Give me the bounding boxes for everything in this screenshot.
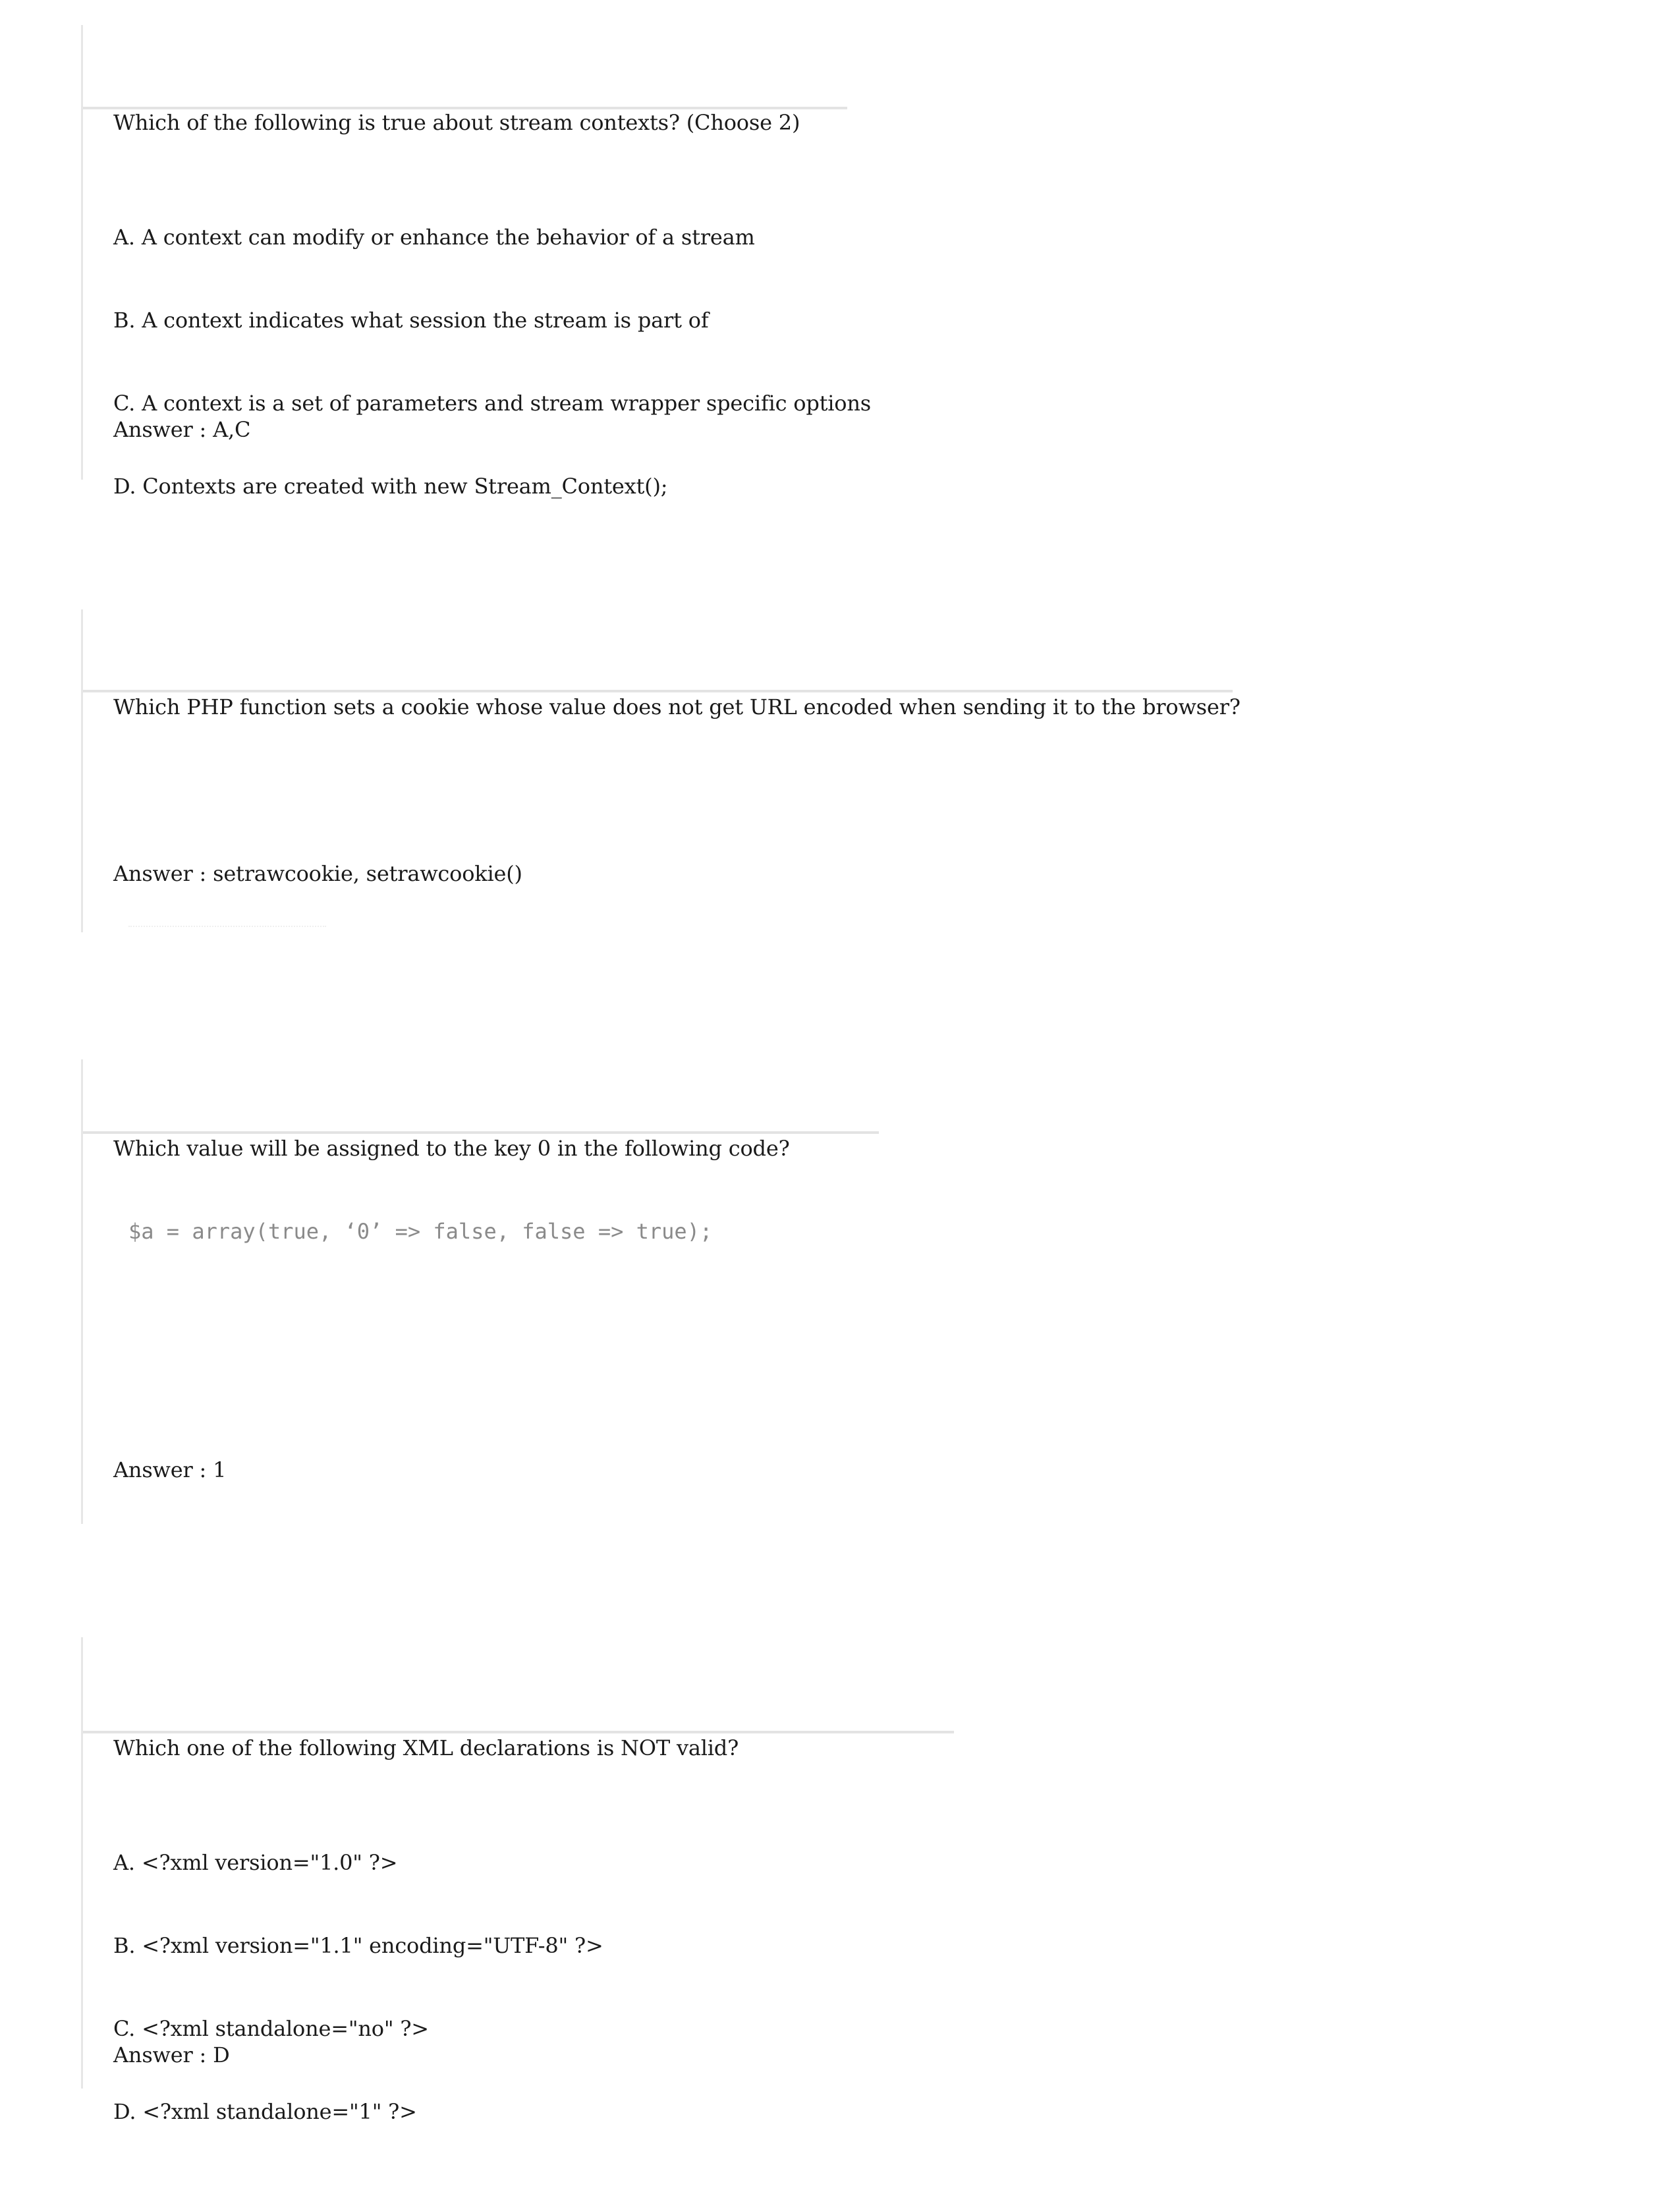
question-4-options xyxy=(113,1793,603,2153)
question-2-dotted-rule xyxy=(128,926,326,928)
question-4-option-c: C. <?xml standalone="no" ?> xyxy=(113,2016,429,2041)
question-4-option-d: D. <?xml standalone="1" ?> xyxy=(113,2099,417,2124)
question-4-option-b: B. <?xml version="1.1" encoding="UTF-8" ?> xyxy=(113,1933,603,1958)
question-1-option-c: C. A context is a set of parameters and stream wrapper specific options xyxy=(113,391,872,416)
question-2-text: Which PHP function sets a cookie whose value does not get URL encoded when sending it to the browser? xyxy=(113,694,1241,719)
question-1-option-d: D. Contexts are created with new Stream_Context(); xyxy=(113,474,668,499)
question-4-option-a: A. <?xml version="1.0" ?> xyxy=(113,1850,398,1875)
question-1-border xyxy=(81,25,83,480)
question-3-text: Which value will be assigned to the key 0 in the following code? xyxy=(113,1136,790,1161)
question-3-border xyxy=(81,1059,83,1524)
question-3-answer: Answer : 1 xyxy=(113,1457,227,1482)
question-4-border xyxy=(81,1637,83,2089)
question-4-answer: Answer : D xyxy=(113,2042,230,2067)
question-1-answer: Answer : A,C xyxy=(113,417,251,442)
question-1-options xyxy=(113,168,871,528)
question-2-border xyxy=(81,609,83,932)
question-4-text: Which one of the following XML declarations is NOT valid? xyxy=(113,1735,739,1760)
question-3-rule xyxy=(83,1131,879,1134)
question-3-code: $a = array(true, ‘0’ => false, false => true); xyxy=(128,1219,713,1244)
question-4-rule xyxy=(83,1731,954,1733)
question-1-option-b: B. A context indicates what session the stream is part of xyxy=(113,308,709,333)
question-2-answer: Answer : setrawcookie, setrawcookie() xyxy=(113,861,522,886)
question-1-text: Which of the following is true about stream contexts? (Choose 2) xyxy=(113,110,800,135)
question-2-rule xyxy=(83,690,1233,692)
question-1-option-a: A. A context can modify or enhance the behavior of a stream xyxy=(113,225,755,250)
